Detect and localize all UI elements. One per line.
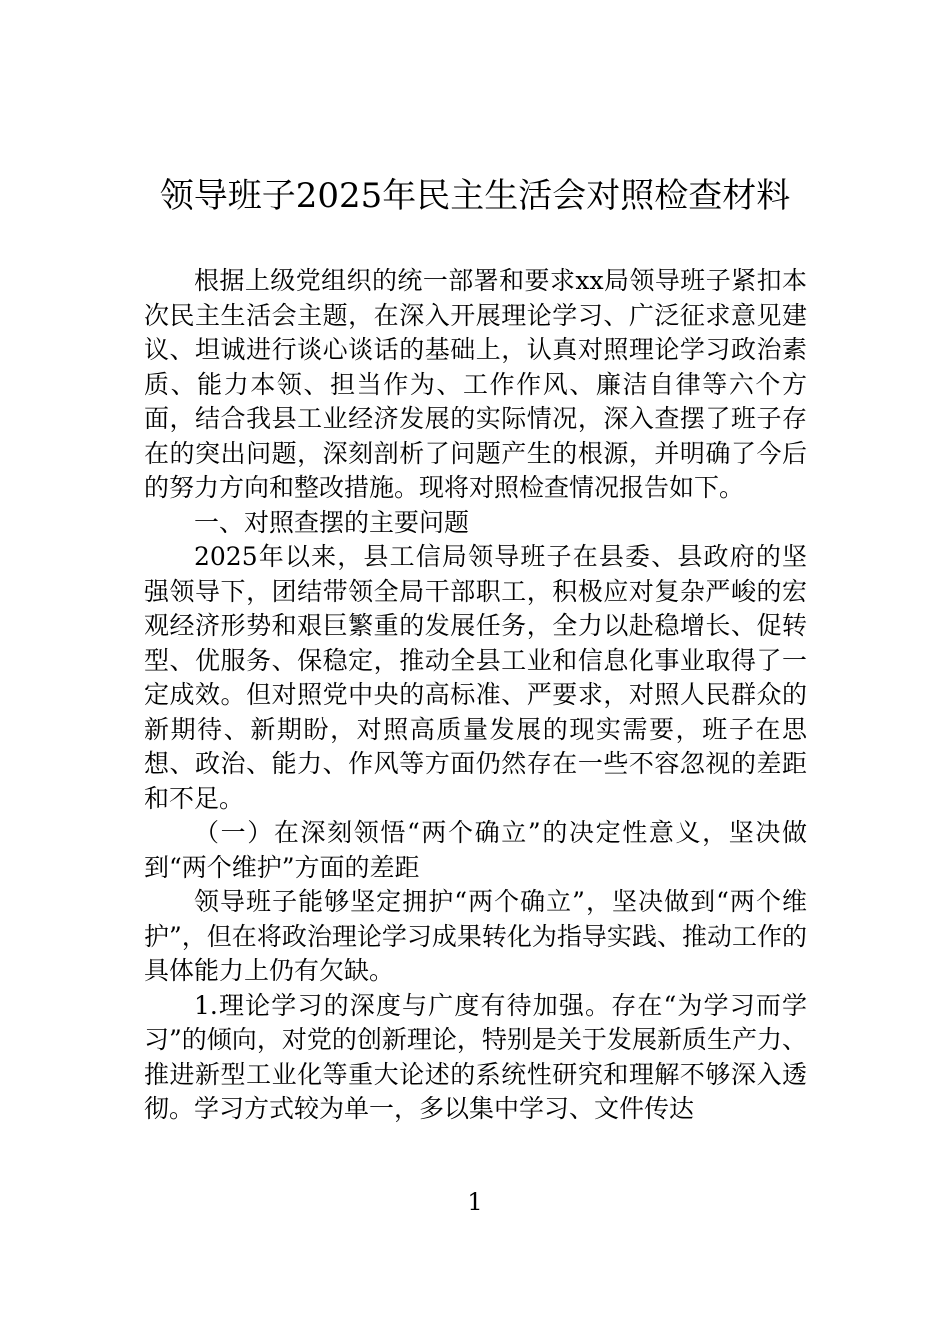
document-body: [144, 264, 807, 1127]
document-title: 领导班子2025年民主生活会对照检查材料: [159, 176, 791, 216]
section-heading: 一、对照查摆的主要问题: [194, 507, 470, 537]
page-number: 1: [467, 1188, 483, 1216]
paragraph-summary: 领导班子能够坚定拥护“两个确立”，坚决做到“两个维护”，但在将政治理论学习成果转化为指导实践、推动工作的具体能力上仍有欠缺。: [144, 887, 807, 985]
subsection-heading: （一）在深刻领悟“两个确立”的决定性意义，坚决做到“两个维护”方面的差距: [144, 818, 807, 882]
paragraph-item-1: 1.理论学习的深度与广度有待加强。存在“为学习而学习”的倾向，对党的创新理论，特别是关于发展新质生产力、推进新型工业化等重大论述的系统性研究和理解不够深入透彻。学习方式较为单一，多以集中学习、文件传达: [144, 990, 807, 1123]
paragraph-overview: 2025年以来，县工信局领导班子在县委、县政府的坚强领导下，团结带领全局干部职工，积极应对复杂严峻的宏观经济形势和艰巨繁重的发展任务，全力以赴稳增长、促转型、优服务、保稳定，推动全县工业和信息化事业取得了一定成效。但对照党中央的高标准、严要求，对照人民群众的新期待、新期盼，对照高质量发展的现实需要，班子在思想、政治、能力、作风等方面仍然存在一些不容忽视的差距和不足。: [144, 542, 807, 813]
paragraph-intro: 根据上级党组织的统一部署和要求xx局领导班子紧扣本次民主生活会主题，在深入开展理论学习、广泛征求意见建议、坦诚进行谈心谈话的基础上，认真对照理论学习政治素质、能力本领、担当作为、工作作风、廉洁自律等六个方面，结合我县工业经济发展的实际情况，深入查摆了班子存在的突出问题，深刻剖析了问题产生的根源，并明确了今后的努力方向和整改措施。现将对照检查情况报告如下。: [144, 266, 807, 502]
